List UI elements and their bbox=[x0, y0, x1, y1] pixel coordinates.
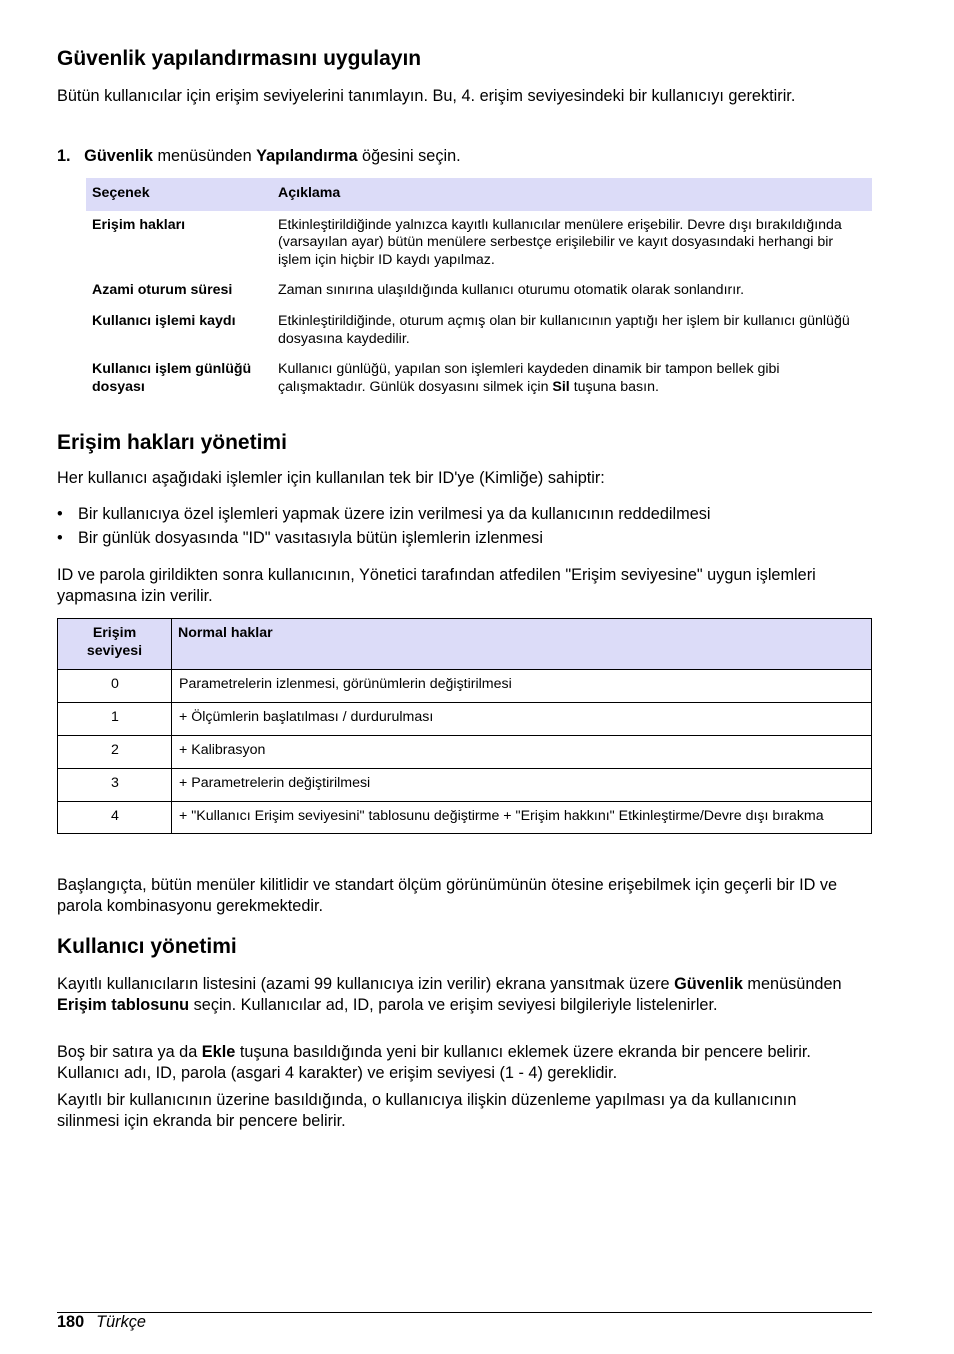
header-description: Açıklama bbox=[272, 178, 872, 211]
desc-text-end: tuşuna basın. bbox=[569, 378, 659, 395]
table-row bbox=[58, 703, 872, 736]
list-item bbox=[57, 504, 872, 525]
list-item-text: Bir günlük dosyasında "ID" vasıtasıyla bütün işlemlerin izlenmesi bbox=[78, 528, 543, 547]
footer-language: Türkçe bbox=[96, 1313, 146, 1331]
table-row bbox=[58, 769, 872, 802]
option-description: Etkinleştirildiğinde yalnızca kayıtlı kullanıcılar menülere erişebilir. Devre dışı bırakıldığında (varsayılan ayar) bütün menülere serbestçe erişilebilir ve kayıt dosyasındaki herhangi bir işlem için hiçbir ID kaydı yapılmaz. bbox=[278, 216, 842, 268]
option-description: Etkinleştirildiğinde, oturum açmış olan bir kullanıcının yaptığı her işlem bir kullanıcı günlüğü dosyasına kaydedilir. bbox=[278, 312, 850, 347]
step-number: 1. bbox=[57, 147, 71, 165]
list-item bbox=[57, 528, 872, 549]
access-table-label: Erişim tablosunu bbox=[57, 995, 190, 1014]
header-access-level: Erişim seviyesi bbox=[58, 619, 172, 670]
page-number: 180 bbox=[57, 1313, 85, 1331]
section3-para-3: Kayıtlı bir kullanıcının üzerine basıldığında, o kullanıcıya ilişkin düzenleme yapılması ya da kullanıcının silinmesi için ekranda bir pencere belirir. bbox=[57, 1091, 797, 1130]
access-rights: + Ölçümlerin başlatılması / durdurulması bbox=[172, 703, 872, 736]
access-rights: + Kalibrasyon bbox=[172, 736, 872, 769]
section3-para-1 bbox=[57, 974, 857, 1015]
table-row bbox=[86, 211, 872, 277]
option-description: Zaman sınırına ulaşıldığında kullanıcı oturumu otomatik olarak sonlandırır. bbox=[278, 282, 745, 299]
access-level: 4 bbox=[58, 802, 172, 834]
table-row bbox=[58, 802, 872, 834]
section-title-security-config: Güvenlik yapılandırmasını uygulayın bbox=[57, 47, 422, 70]
footer-rule bbox=[57, 1312, 872, 1313]
text: tuşuna basıldığında yeni bir kullanıcı eklemek üzere ekranda bir pencere belirir. Kullanıcı adı, ID, parola (asgari 4 karakter) ve erişim seviyesi (1 - 4) gereklidir. bbox=[57, 1043, 811, 1082]
step-text-end: öğesini seçin. bbox=[357, 147, 461, 165]
list-item-text: Bir kullanıcıya özel işlemleri yapmak üzere izin verilmesi ya da kullanıcının reddedilmesi bbox=[78, 505, 711, 523]
options-table bbox=[86, 178, 872, 403]
table-row bbox=[58, 736, 872, 769]
access-level-table bbox=[57, 618, 872, 834]
section2-after-table: Başlangıçta, bütün menüler kilitlidir ve standart ölçüm görünümünün ötesine erişebilmek için geçerli bir ID ve parola kombinasyonu gerekmektedir. bbox=[57, 876, 838, 915]
access-table-header bbox=[58, 619, 872, 670]
text: Boş bir satıra ya da bbox=[57, 1043, 202, 1061]
security-menu-label: Güvenlik bbox=[674, 975, 743, 993]
text: Kayıtlı kullanıcıların listesini (azami 99 kullanıcıya izin verilir) ekrana yansıtmak üzere bbox=[57, 975, 675, 993]
table-row bbox=[58, 670, 872, 703]
table-row bbox=[86, 276, 872, 307]
access-rights: + Parametrelerin değiştirilmesi bbox=[172, 769, 872, 802]
page-footer bbox=[57, 1312, 146, 1332]
section1-intro: Bütün kullanıcılar için erişim seviyelerini tanımlayın. Bu, 4. erişim seviyesindeki bir kullanıcıyı gerektirir. bbox=[57, 87, 796, 105]
header-option: Seçenek bbox=[86, 178, 272, 211]
text: menüsünden bbox=[742, 975, 842, 993]
option-name: Azami oturum süresi bbox=[92, 282, 233, 299]
access-rights: Parametrelerin izlenmesi, görünümlerin değiştirilmesi bbox=[172, 670, 872, 703]
option-description bbox=[272, 355, 872, 403]
section-title-access-rights: Erişim hakları yönetimi bbox=[57, 431, 287, 454]
step-menu-name: Güvenlik bbox=[84, 147, 153, 165]
option-name: Erişim hakları bbox=[92, 216, 186, 233]
delete-key-label: Sil bbox=[552, 378, 570, 395]
section3-para-2 bbox=[57, 1042, 857, 1083]
desc-text: Kullanıcı günlüğü, yapılan son işlemleri kaydeden dinamik bir tampon bellek gibi çalışmaktadır. Günlük dosyasını silmek için bbox=[278, 361, 780, 395]
access-level: 2 bbox=[58, 736, 172, 769]
option-name: Kullanıcı işlemi kaydı bbox=[92, 312, 236, 329]
add-key-label: Ekle bbox=[201, 1043, 236, 1061]
section2-para: ID ve parola girildikten sonra kullanıcının, Yönetici tarafından atfedilen "Erişim seviyesine" uygun işlemleri yapmasına izin verilir. bbox=[57, 566, 816, 605]
options-table-header bbox=[86, 178, 872, 211]
bullet-icon: • bbox=[57, 528, 63, 547]
access-rights: + "Kullanıcı Erişim seviyesini" tablosunu değiştirme + "Erişim hakkını" Etkinleştirme/Devre dışı bırakma bbox=[172, 802, 872, 834]
bullet-icon: • bbox=[57, 505, 63, 523]
header-normal-rights: Normal haklar bbox=[172, 619, 872, 670]
step-option-name: Yapılandırma bbox=[256, 147, 358, 165]
text: seçin. Kullanıcılar ad, ID, parola ve erişim seviyesi bilgileriyle listelenirler. bbox=[189, 995, 718, 1014]
bullet-list bbox=[57, 504, 872, 551]
step-text: menüsünden bbox=[152, 147, 257, 165]
option-name: Kullanıcı işlem günlüğü dosyası bbox=[92, 361, 252, 395]
section-title-user-management: Kullanıcı yönetimi bbox=[57, 935, 237, 958]
access-level: 3 bbox=[58, 769, 172, 802]
access-level: 1 bbox=[58, 703, 172, 736]
section2-intro: Her kullanıcı aşağıdaki işlemler için kullanılan tek bir ID'ye (Kimliğe) sahiptir: bbox=[57, 469, 605, 487]
access-level: 0 bbox=[58, 670, 172, 703]
step-1 bbox=[57, 146, 872, 167]
table-row bbox=[86, 307, 872, 355]
table-row bbox=[86, 355, 872, 403]
